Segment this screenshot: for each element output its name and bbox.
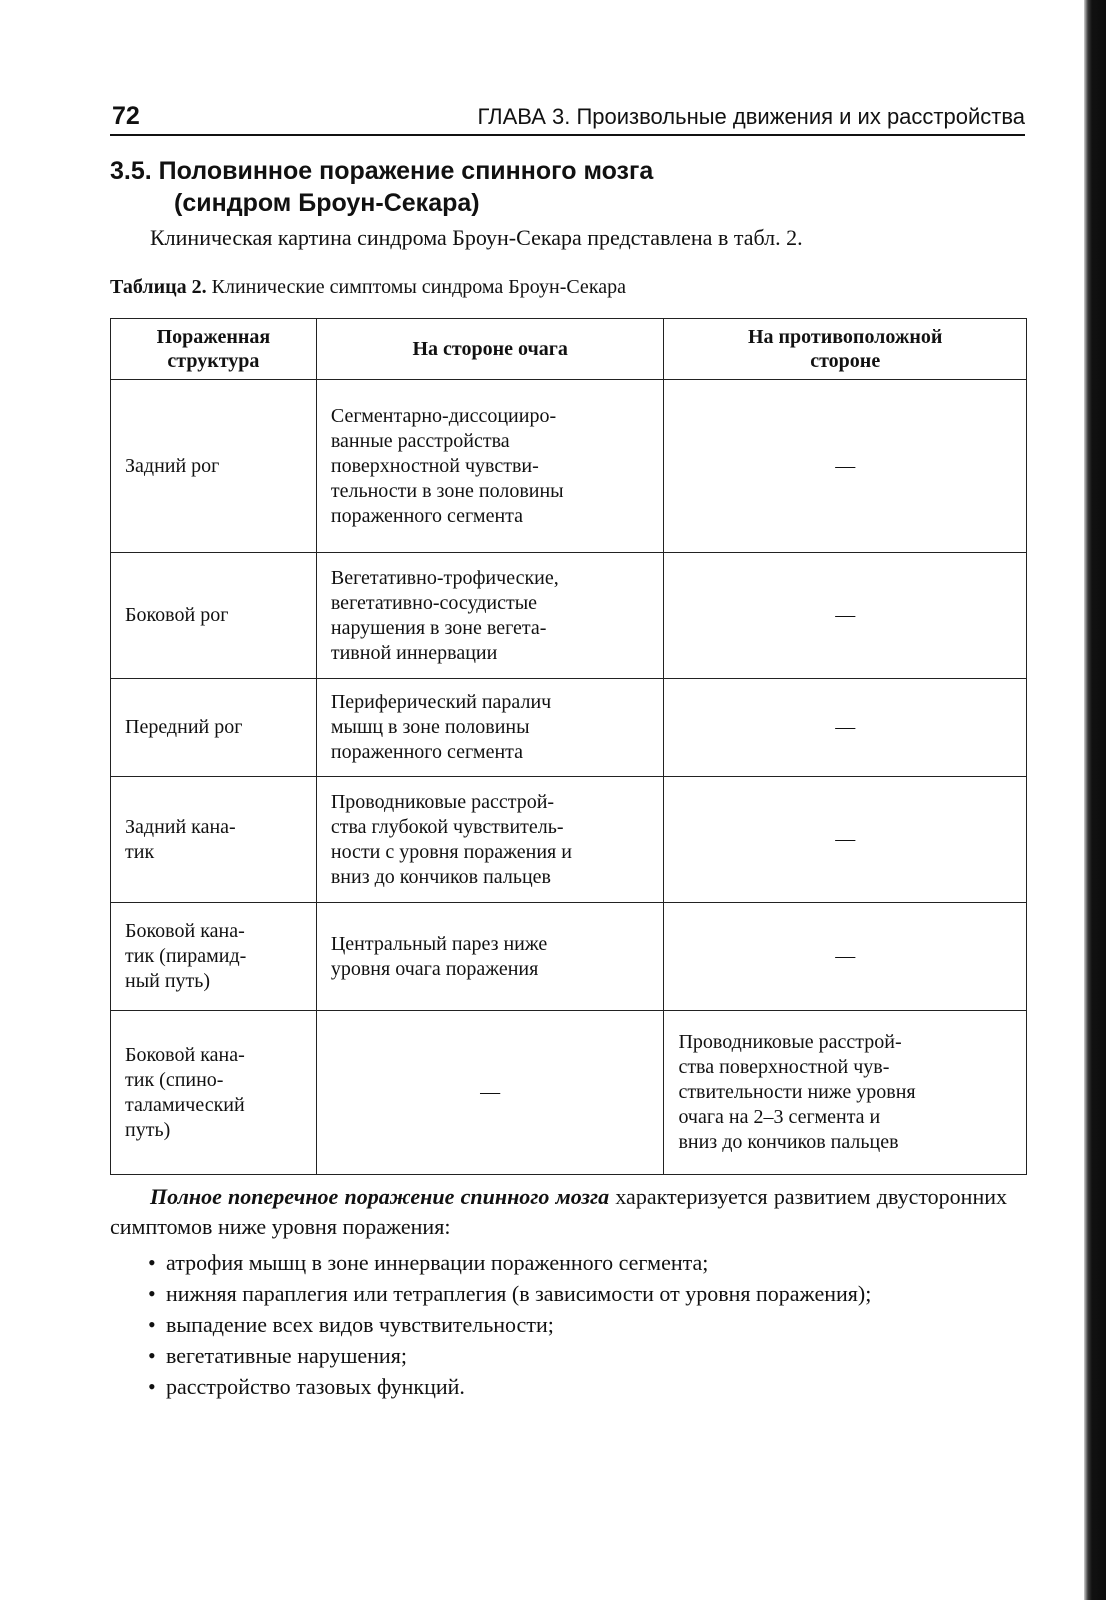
section-title-line2: (синдром Броун-Секара) [174,189,480,217]
table-row [111,1011,1027,1175]
bullet-marker: • [148,1374,156,1399]
cell-structure: Боковой кана- тик (пирамид- ный путь) [111,903,317,1011]
cell-opposite-side: — [664,380,1027,553]
symptoms-table [110,318,1027,1175]
paragraph-text: характеризуется развитием двусторонних симптомов ниже уровня поражения: [110,1184,1007,1239]
table-row [111,553,1027,679]
header-structure: Пораженная структура [111,319,317,380]
section-title-line1: 3.5. Половинное поражение спинного мозга [110,157,654,185]
table-caption-label: Таблица 2. [110,276,207,298]
table-header-row [111,319,1027,380]
cell-opposite-side: — [664,679,1027,777]
cell-same-side: — [316,1011,664,1175]
table-row [111,777,1027,903]
intro-paragraph: Клиническая картина синдрома Броун-Секара представлена в табл. 2. [150,225,803,250]
list-item-text: нижняя параплегия или тетраплегия (в зависимости от уровня поражения); [166,1281,872,1306]
list-item [110,1371,1007,1402]
cell-same-side: Периферический паралич мышц в зоне половины пораженного сегмента [316,679,664,777]
cell-opposite-side: — [664,903,1027,1011]
list-item-text: атрофия мышц в зоне иннервации пораженного сегмента; [166,1250,709,1275]
table-caption-text: Клинические симптомы синдрома Броун-Секара [206,276,626,298]
bullet-marker: • [148,1343,156,1368]
symptom-list [110,1247,1007,1402]
page-number: 72 [112,102,140,130]
cell-structure: Задний рог [111,380,317,553]
cell-same-side: Центральный парез ниже уровня очага поражения [316,903,664,1011]
list-item-text: расстройство тазовых функций. [166,1374,465,1399]
emphasis-term: Полное поперечное поражение спинного мозга [150,1184,610,1209]
list-item [110,1340,1007,1371]
list-item-text: вегетативные нарушения; [166,1343,407,1368]
cell-structure: Задний кана- тик [111,777,317,903]
running-title: ГЛАВА 3. Произвольные движения и их расстройства [477,104,1025,129]
cell-structure: Боковой кана- тик (спино- таламический путь) [111,1011,317,1175]
bullet-marker: • [148,1281,156,1306]
cell-opposite-side: — [664,777,1027,903]
header-opposite-side: На противоположной стороне [664,319,1027,380]
cell-same-side: Проводниковые расстрой- ства глубокой чувствитель- ности с уровня поражения и вниз до кончиков пальцев [316,777,664,903]
table-row [111,380,1027,553]
table-row [111,903,1027,1011]
section-title [110,155,1010,219]
header-same-side: На стороне очага [316,319,664,380]
list-item-text: выпадение всех видов чувствительности; [166,1312,554,1337]
body-paragraph [110,1182,1007,1242]
bullet-marker: • [148,1250,156,1275]
cell-same-side: Сегментарно-диссоцииро- ванные расстройства поверхностной чувстви- тельности в зоне половины пораженного сегмента [316,380,664,553]
list-item [110,1309,1007,1340]
cell-same-side: Вегетативно-трофические, вегетативно-сосудистые нарушения в зоне вегета- тивной иннервации [316,553,664,679]
bullet-marker: • [148,1312,156,1337]
table-row [111,679,1027,777]
scan-edge [1084,0,1106,1600]
cell-structure: Боковой рог [111,553,317,679]
cell-structure: Передний рог [111,679,317,777]
cell-opposite-side: Проводниковые расстрой- ства поверхностной чув- ствительности ниже уровня очага на 2–3 сегмента и вниз до кончиков пальцев [664,1011,1027,1175]
list-item [110,1278,1007,1309]
cell-opposite-side: — [664,553,1027,679]
table-caption [110,276,626,299]
list-item [110,1247,1007,1278]
page-header [110,100,1025,136]
